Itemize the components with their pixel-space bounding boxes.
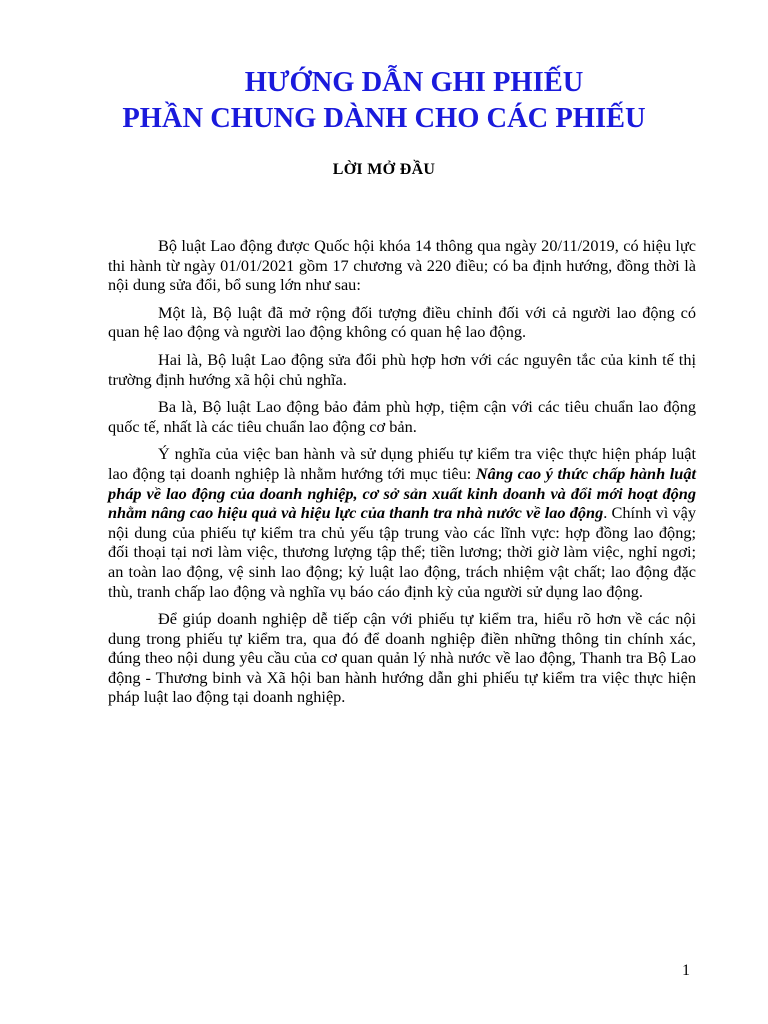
document-title-line-2: PHẦN CHUNG DÀNH CHO CÁC PHIẾU	[122, 103, 646, 134]
paragraph-6: Để giúp doanh nghiệp dễ tiếp cận với phiếu tự kiểm tra, hiểu rõ hơn về các nội dung trong phiếu tự kiểm tra, qua đó để doanh nghiệp điền những thông tin chính xác, đúng theo nội dung yêu cầu của cơ quan quản lý nhà nước về lao động, Thanh tra Bộ Lao động - Thương binh và Xã hội ban hành hướng dẫn ghi phiếu tự kiểm tra việc thực hiện pháp luật lao động tại doanh nghiệp.	[108, 609, 696, 707]
section-heading: LỜI MỞ ĐẦU	[332, 161, 436, 178]
document-title-line-1: HƯỚNG DẪN GHI PHIẾU	[244, 67, 584, 98]
paragraph-5-intro: Ý nghĩa của việc ban hành và sử dụng phiếu tự kiểm tra việc thực hiện pháp luật lao động tại doanh nghiệp là nhằm hướng tới mục tiêu:	[108, 444, 696, 483]
paragraph-1: Bộ luật Lao động được Quốc hội khóa 14 thông qua ngày 20/11/2019, có hiệu lực thi hành từ ngày 01/01/2021 gồm 17 chương và 220 điều; có ba định hướng, đồng thời là nội dung sửa đổi, bổ sung lớn như sau:	[108, 236, 696, 295]
paragraph-2: Một là, Bộ luật đã mở rộng đối tượng điều chỉnh đối với cả người lao động có quan hệ lao động và người lao động không có quan hệ lao động.	[108, 302, 696, 342]
document-body	[108, 236, 696, 715]
paragraph-5	[108, 444, 696, 601]
page-number: 1	[682, 962, 690, 979]
paragraph-4: Ba là, Bộ luật Lao động bảo đảm phù hợp, tiệm cận với các tiêu chuẩn lao động quốc tế, nhất là các tiêu chuẩn lao động cơ bản.	[108, 397, 696, 436]
paragraph-5-emphasis: Nâng cao ý thức chấp hành luật pháp về lao động của doanh nghiệp, cơ sở sản xuất kinh doanh và đổi mới hoạt động nhằm nâng cao hiệu quả và hiệu lực của thanh tra nhà nước về lao động	[108, 463, 696, 523]
paragraph-3: Hai là, Bộ luật Lao động sửa đổi phù hợp hơn với các nguyên tắc của kinh tế thị trường định hướng xã hội chủ nghĩa.	[108, 349, 696, 389]
paragraph-5-rest: . Chính vì vậy nội dung của phiếu tự kiểm tra chủ yếu tập trung vào các lĩnh vực: hợp đồng lao động; đối thoại tại nơi làm việc, thương lượng tập thể; tiền lương; thời giờ làm việc, nghỉ ngơi; an toàn lao động, vệ sinh lao động; kỷ luật lao động, trách nhiệm vật chất; lao động đặc thù, tranh chấp lao động và nghĩa vụ báo cáo định kỳ của người sử dụng lao động.	[108, 503, 696, 601]
